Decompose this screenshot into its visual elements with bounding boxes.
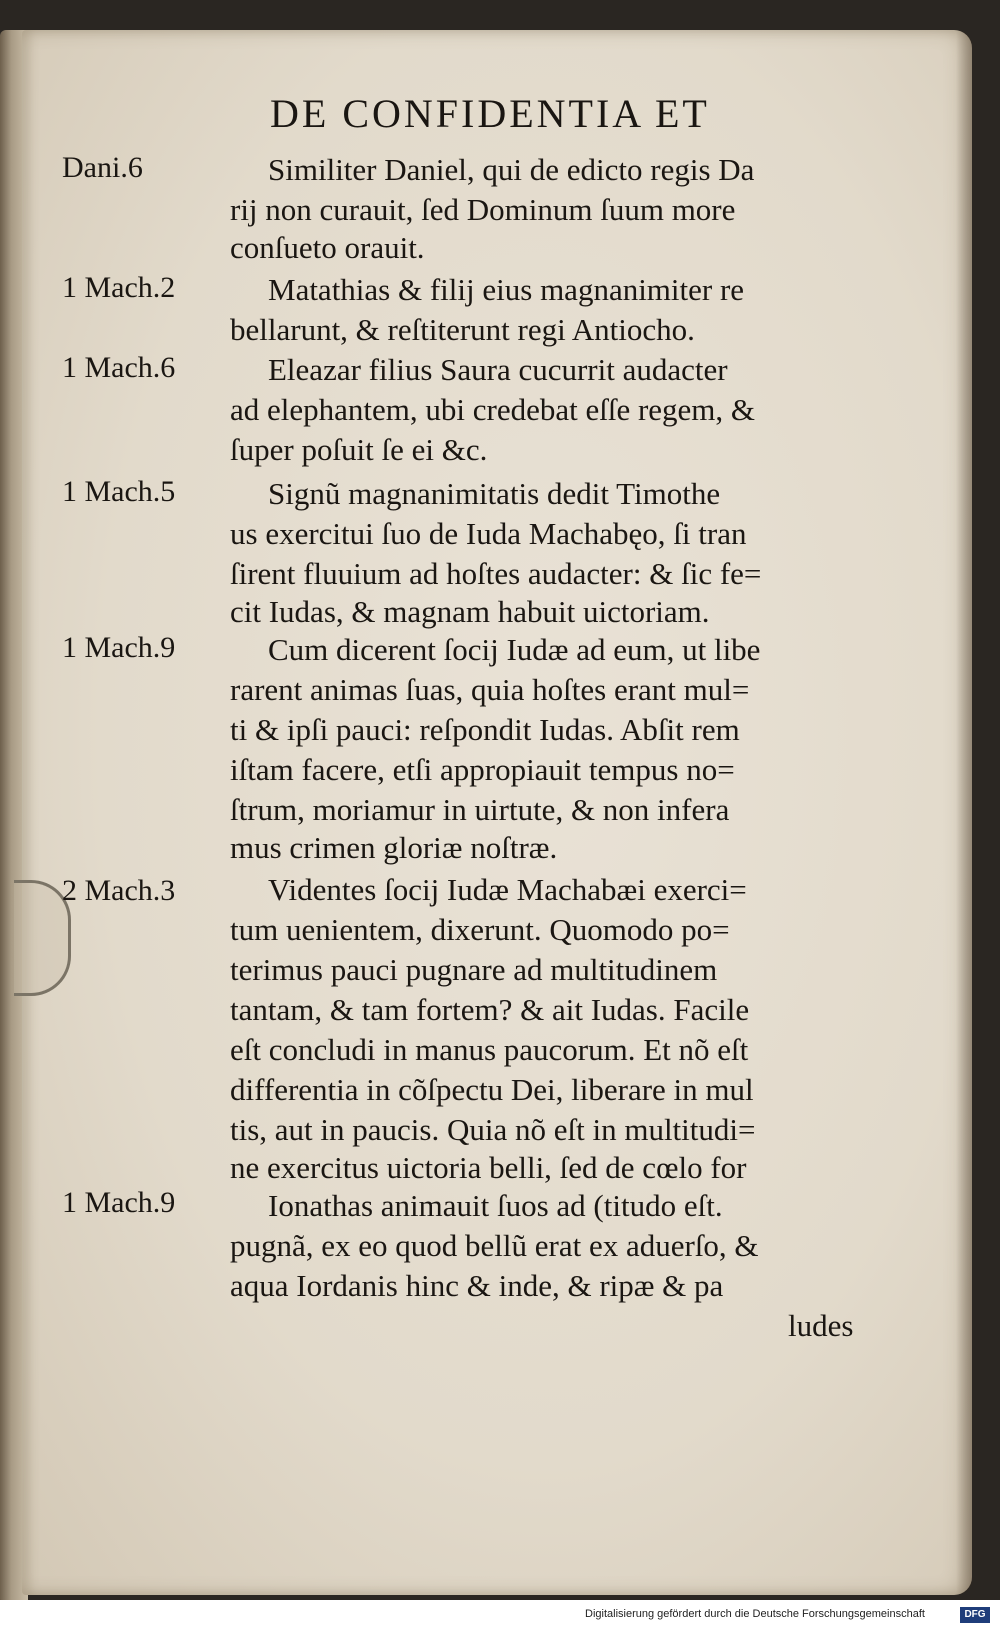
text-line: tantam, & tam fortem? & ait Iudas. Facile	[230, 992, 750, 1027]
marginal-note: Dani.6	[62, 151, 143, 184]
text-line: terimus pauci pugnare ad multitudinem	[230, 952, 718, 987]
text-line: cit Iudas, & magnam habuit uictoriam.	[230, 594, 710, 629]
marginal-note: 1 Mach.5	[62, 475, 176, 508]
marginal-note: 1 Mach.9	[62, 631, 176, 664]
page-shadow	[956, 30, 972, 1595]
text-line: pugnã, ex eo quod bellũ erat ex aduerſo, &	[230, 1228, 759, 1263]
text-line: ſtrum, moriamur in uirtute, & non infera	[230, 792, 730, 827]
text-line: ti & ipſi pauci: reſpondit Iudas. Abſit rem	[230, 712, 740, 747]
marginal-note: 1 Mach.6	[62, 351, 176, 384]
text-line: Eleazar filius Saura cucurrit audacter	[268, 352, 728, 387]
text-line: Similiter Daniel, qui de edicto regis Da	[268, 152, 755, 187]
text-line: mus crimen gloriæ noſtræ.	[230, 830, 558, 865]
marginal-note: 2 Mach.3	[62, 874, 176, 907]
text-line: tis, aut in paucis. Quia nõ eſt in multitudi=	[230, 1112, 756, 1147]
marginal-note: 1 Mach.9	[62, 1186, 176, 1219]
running-header: DE CONFIDENTIA ET	[270, 91, 710, 136]
text-line: Ionathas animauit ſuos ad (titudo eſt.	[268, 1188, 723, 1223]
text-line: Signũ magnanimitatis dedit Timothe	[268, 476, 721, 511]
text-line: rarent animas ſuas, quia hoſtes erant mul=	[230, 672, 750, 707]
text-line: differentia in cõſpectu Dei, liberare in mul	[230, 1072, 754, 1107]
marginal-note: 1 Mach.2	[62, 271, 176, 304]
text-line: rij non curauit, ſed Dominum ſuum more	[230, 192, 736, 227]
text-line: Cum dicerent ſocij Iudæ ad eum, ut libe	[268, 632, 761, 667]
text-line: us exercitui ſuo de Iuda Machabęo, ſi tran	[230, 516, 747, 551]
text-line: aqua Iordanis hinc & inde, & ripæ & pa	[230, 1268, 724, 1303]
text-line: ſuper poſuit ſe ei &c.	[230, 432, 488, 467]
text-line: conſueto orauit.	[230, 230, 425, 265]
text-line: Videntes ſocij Iudæ Machabæi exerci=	[268, 872, 747, 907]
text-line: bellarunt, & reſtiterunt regi Antiocho.	[230, 312, 695, 347]
dfg-logo: DFG	[960, 1607, 990, 1623]
text-line: ſirent fluuium ad hoſtes audacter: & ſic fe=	[230, 556, 762, 591]
digitization-credit: Digitalisierung gefördert durch die Deutsche Forschungsgemeinschaft	[585, 1608, 925, 1620]
text-line: ad elephantem, ubi credebat eſſe regem, &	[230, 392, 756, 427]
catchword: ludes	[788, 1308, 854, 1343]
text-line: iſtam facere, etſi appropiauit tempus no=	[230, 752, 735, 787]
text-line: Matathias & filij eius magnanimiter re	[268, 272, 745, 307]
text-line: ne exercitus uictoria belli, ſed de cœlo for	[230, 1150, 747, 1185]
text-line: tum uenientem, dixerunt. Quomodo po=	[230, 912, 730, 947]
text-line: eſt concludi in manus paucorum. Et nõ eſt	[230, 1032, 749, 1067]
